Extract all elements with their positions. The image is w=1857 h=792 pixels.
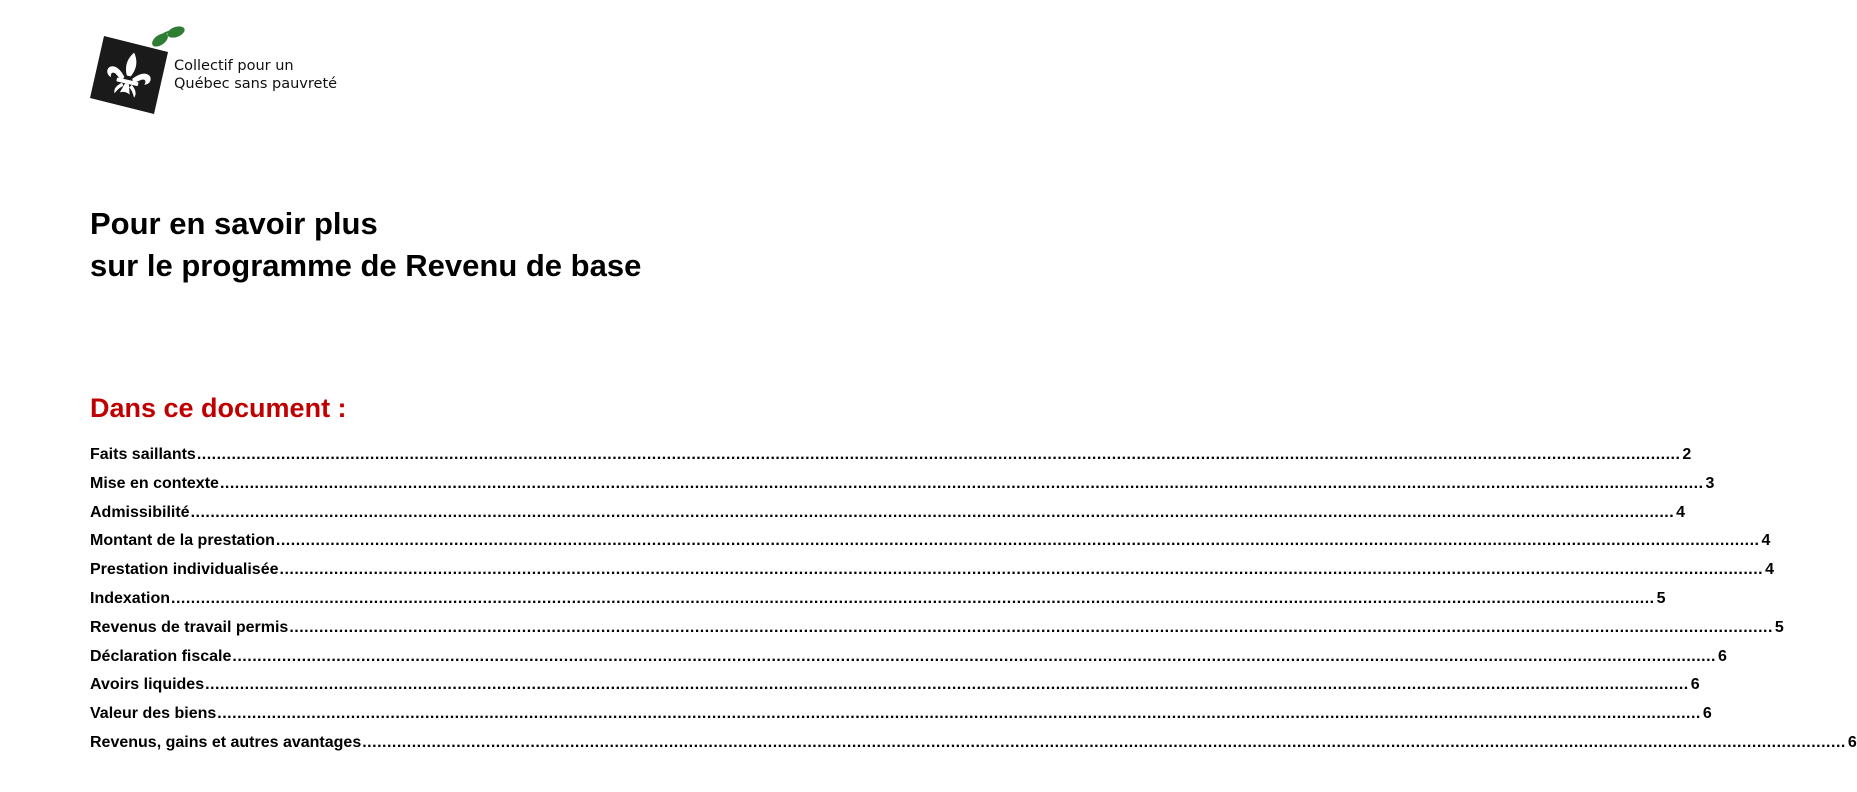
toc-item-page: 3 (1705, 474, 1715, 492)
toc-item-leader: ............................................................................................................................................................................................................................................................................................................ (362, 733, 1846, 751)
toc-item-leader: ............................................................................................................................................................................................................................................................................................................ (196, 446, 1681, 463)
leaf-icon (150, 24, 186, 49)
toc-item-page: 4 (1765, 561, 1774, 579)
logo-text (174, 57, 337, 93)
toc-item-page: 6 (1718, 647, 1727, 665)
toc-item-label: Admissibilité (90, 503, 190, 521)
toc-item[interactable] (90, 617, 1784, 646)
toc-item[interactable] (90, 530, 1771, 559)
page-title-line2: sur le programme de Revenu de base (90, 248, 642, 283)
page-title-line1: Pour en savoir plus (90, 206, 378, 241)
toc-item-leader: ............................................................................................................................................................................................................................................................................................................ (219, 474, 1704, 492)
toc-item[interactable] (90, 444, 1692, 473)
toc-item-page: 5 (1656, 589, 1666, 607)
toc-item-leader: ............................................................................................................................................................................................................................................................................................................ (279, 561, 1764, 579)
toc-item[interactable] (90, 674, 1700, 703)
toc-item-label: Revenus de travail permis (90, 618, 289, 636)
toc-item-leader: ............................................................................................................................................................................................................................................................................................................ (232, 647, 1716, 665)
toc-item-leader: ............................................................................................................................................................................................................................................................................................................ (275, 532, 1760, 550)
toc-item-page: 6 (1690, 676, 1700, 694)
toc-item-label: Mise en contexte (90, 474, 219, 492)
toc-item-label: Valeur des biens (90, 705, 217, 723)
logo (88, 22, 368, 117)
toc-item-page: 4 (1676, 503, 1686, 521)
toc-item[interactable] (90, 588, 1666, 617)
logo-text-line1: Collectif pour un (174, 58, 294, 74)
toc-item-page: 6 (1702, 705, 1712, 723)
toc-item-leader: ............................................................................................................................................................................................................................................................................................................ (205, 676, 1689, 694)
toc-item[interactable] (90, 732, 1857, 761)
toc-item-leader: ............................................................................................................................................................................................................................................................................................................ (289, 618, 1773, 636)
logo-text-line2: Québec sans pauvreté (174, 76, 338, 92)
toc-item-leader: ............................................................................................................................................................................................................................................................................................................ (217, 705, 1701, 723)
toc-item-label: Montant de la prestation (90, 532, 275, 550)
toc-item-leader: ............................................................................................................................................................................................................................................................................................................ (171, 589, 1655, 607)
toc-item-label: Prestation individualisée (90, 561, 279, 579)
toc-item-label: Avoirs liquides (90, 676, 205, 694)
toc-item-label: Revenus, gains et autres avantages (90, 733, 362, 751)
page-title (90, 203, 641, 287)
toc-item[interactable] (90, 646, 1727, 675)
toc-item-page: 5 (1774, 618, 1784, 636)
toc-item-page: 6 (1847, 733, 1857, 751)
table-of-contents (90, 444, 1857, 761)
toc-heading: Dans ce document : (90, 393, 347, 423)
toc-item[interactable] (90, 559, 1774, 588)
toc-item-label: Faits saillants (90, 446, 196, 463)
toc-item[interactable] (90, 502, 1686, 531)
toc-item-leader: ............................................................................................................................................................................................................................................................................................................ (190, 503, 1675, 521)
toc-item-label: Indexation (90, 589, 171, 607)
toc-item-page: 4 (1761, 532, 1771, 550)
toc-item[interactable] (90, 473, 1715, 502)
toc-item-label: Déclaration fiscale (90, 647, 232, 665)
toc-item-page: 2 (1682, 446, 1692, 463)
toc-item[interactable] (90, 703, 1712, 732)
